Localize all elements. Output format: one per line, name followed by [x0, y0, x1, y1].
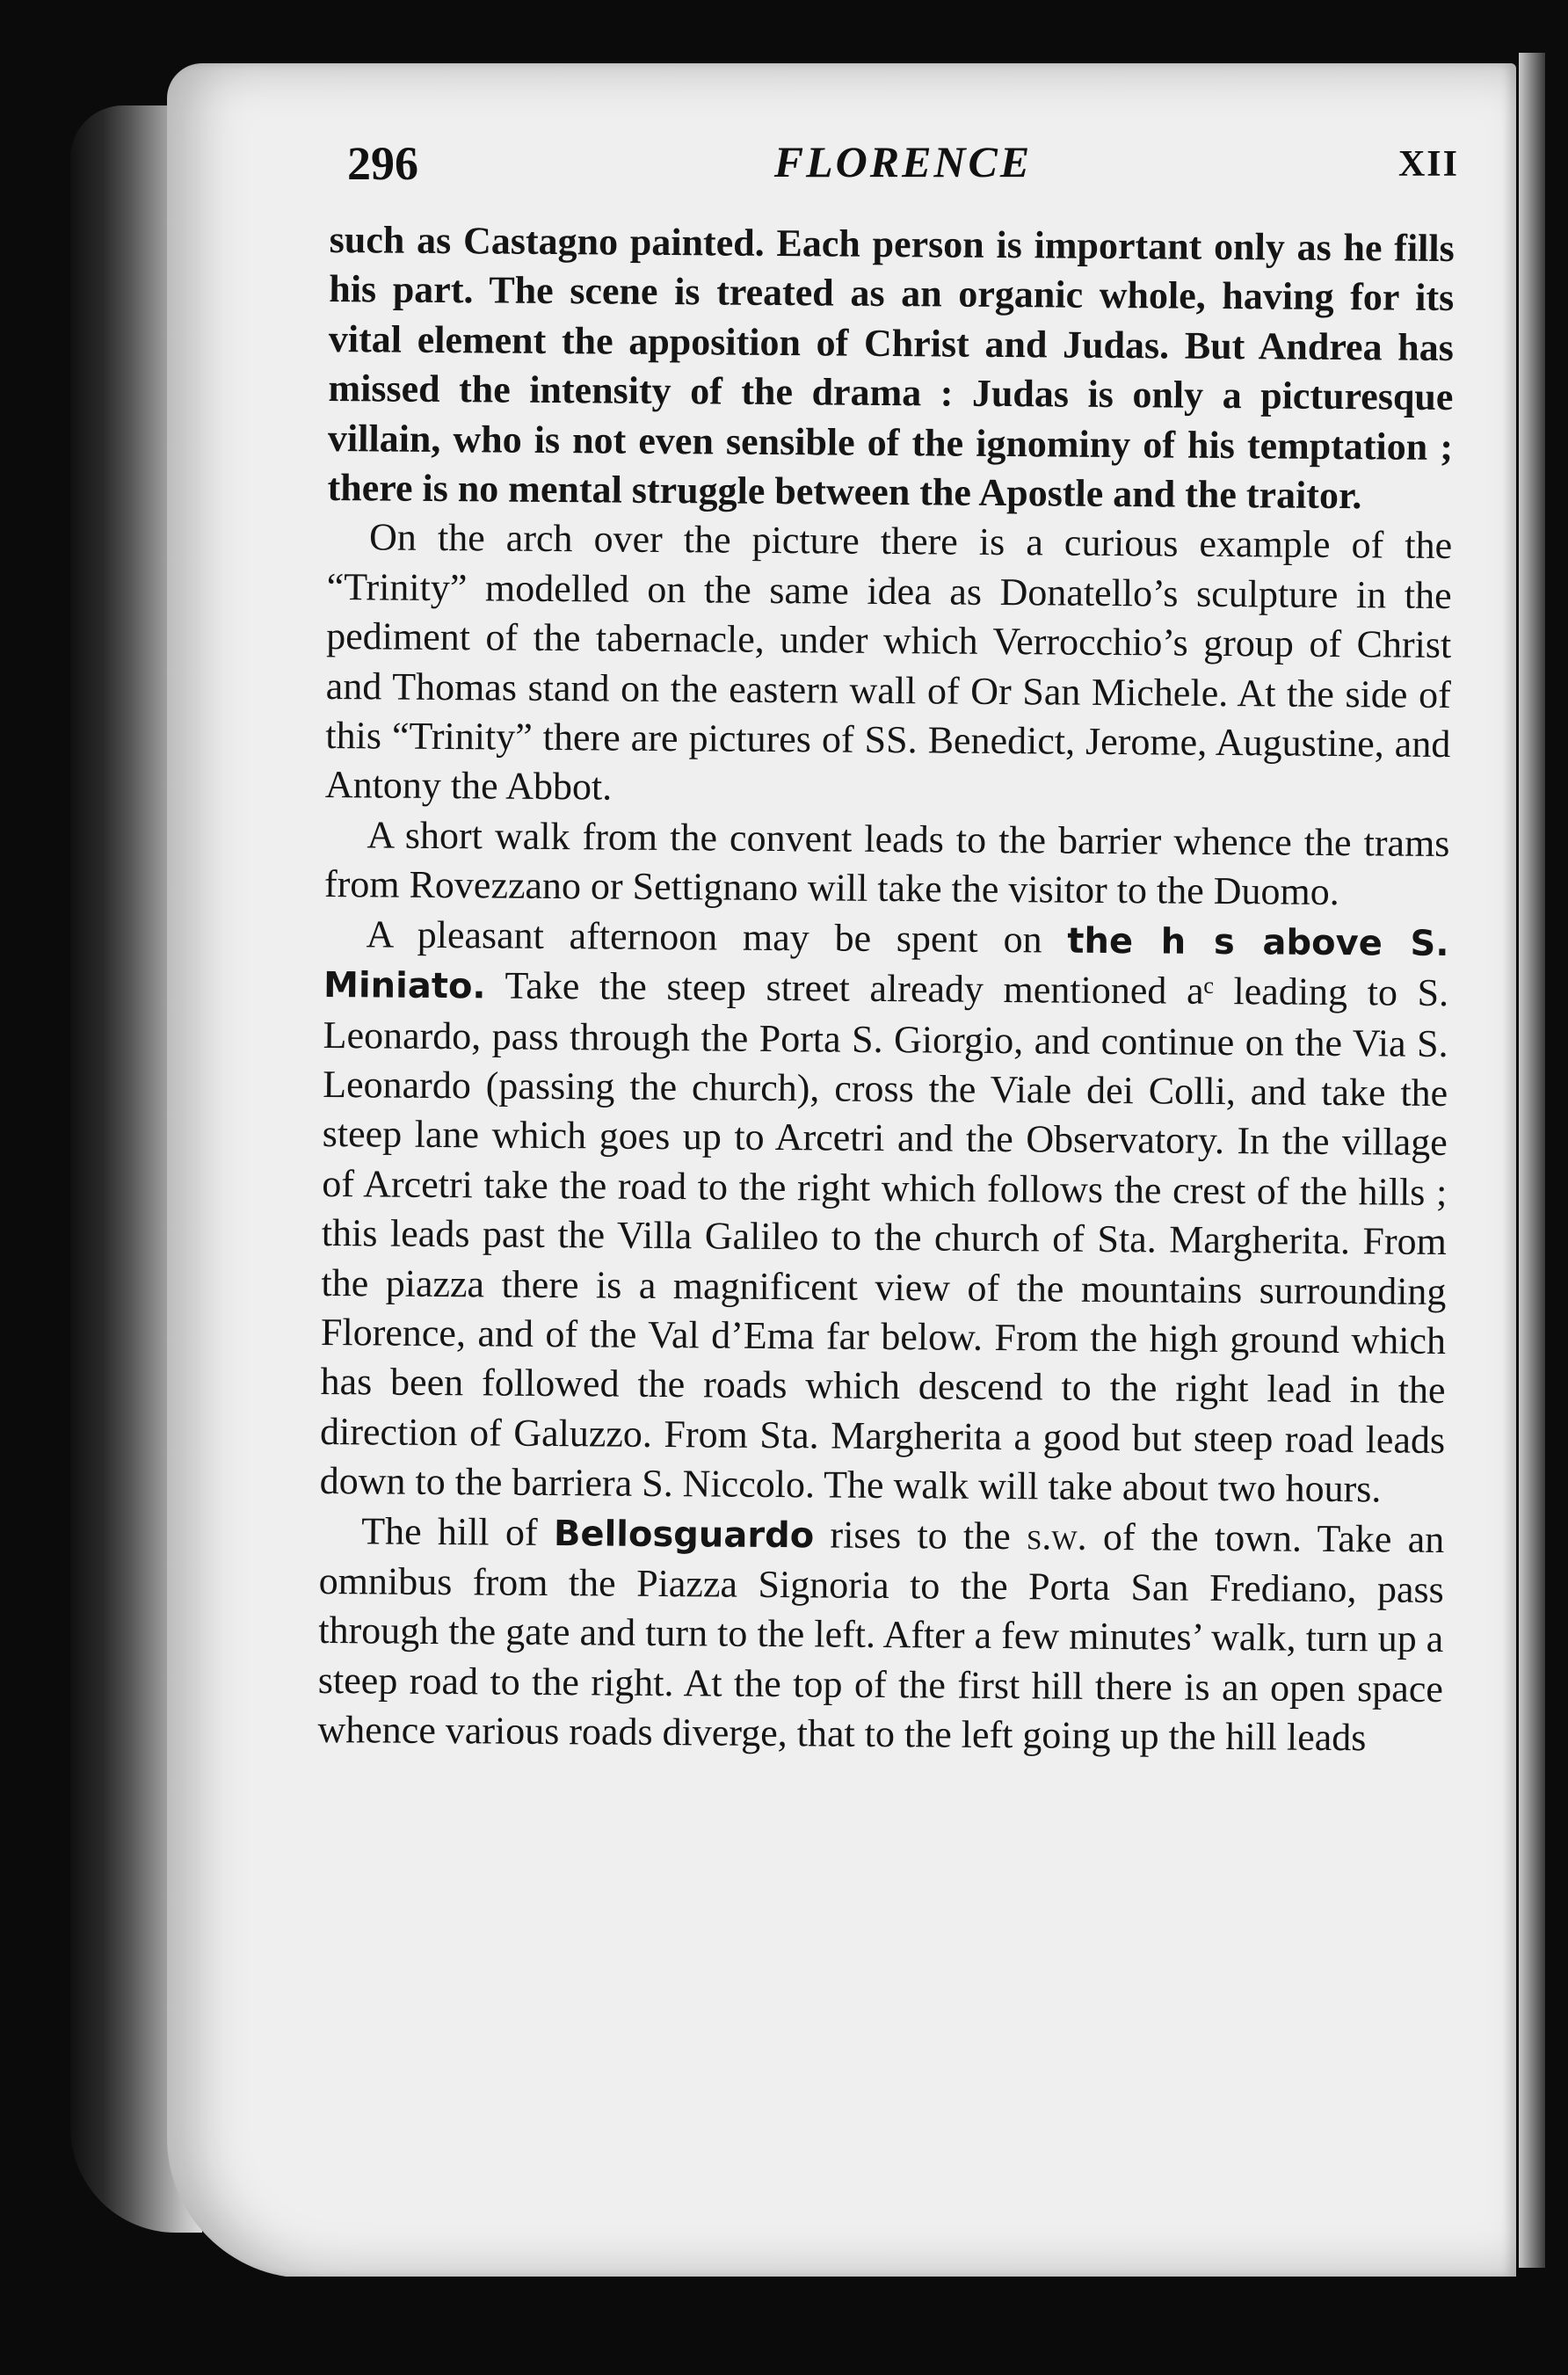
paragraph-1 — [327, 215, 1455, 521]
scan-border — [185, 2277, 1556, 2375]
paragraph-2 — [325, 512, 1453, 818]
body-text — [317, 215, 1455, 1764]
paragraph-3-text: A short walk from the convent leads to the barrier whence the trams from Rovezzano or Settignano will take the visitor to the Duomo. — [323, 813, 1450, 914]
page-header — [347, 136, 1459, 207]
paragraph-5-heading-bold: Bellosguardo — [553, 1513, 815, 1556]
paragraph-5-text-b: rises to the — [814, 1512, 1027, 1558]
book-right-edge — [1519, 53, 1545, 2268]
running-title: FLORENCE — [773, 137, 1033, 186]
paragraph-4-heading-bold: the h s above S. Miniato. — [323, 920, 1449, 1007]
paragraph-4 — [319, 910, 1448, 1515]
paragraph-5-text-c: of the town. Take an omnibus from the Piazza Signoria to the Porta San Frediano, pass through the gate and turn to the left. After a few minutes’ walk, turn up a steep road to the right. At the top of the first hill there is an open space whence various roads diverge, that to the left going up the hill leads — [317, 1514, 1445, 1760]
paragraph-4-text-b: Take the steep street already mentioned aᶜ leading to S. Leonardo, pass through the Porta S. Giorgio, and continue on the Via S. Leonardo (passing the church), cross the Viale dei Colli, and take the steep lane which goes up to Arcetri and the Observatory. In the village of Arcetri take the road to the right which follows the crest of the hills ; this leads past the Villa Galileo to the church of Sta. Margherita. From the piazza there is a magnificent view of the mountains surrounding Florence, and of the Val d’Ema far below. From the high ground which has been followed the roads which descend to the right lead in the direction of Galuzzo. From Sta. Margherita a good but steep road leads down to the barriera S. Niccolo. The walk will take about two hours. — [319, 963, 1449, 1511]
paragraph-5 — [317, 1507, 1444, 1764]
paragraph-3 — [324, 810, 1450, 919]
paragraph-5-text-a: The hill of — [361, 1508, 555, 1554]
paragraph-5-compass: s.w. — [1026, 1514, 1087, 1558]
paragraph-2-text: On the arch over the picture there is a curious example of the “Trinity” modelled on the same idea as Donatello’s sculpture in the pediment of the tabernacle, under which Verrocchio’s group of Christ and Thomas stand on the eastern wall of Or San Michele. At the side of this “Trinity” there are pictures of SS. Benedict, Jerome, Augustine, and Antony the Abbot. — [324, 515, 1453, 810]
page-number: 296 — [347, 137, 418, 190]
paragraph-1-text: such as Castagno painted. Each person is important only as he fills his part. The scene is treated as an organic whole, having for its vital element the apposition of Christ and Judas. But Andrea has missed the intensity of the drama : Judas is only a picturesque villain, who is not even sensible of the ignominy of his temptation ; there is no mental struggle between the Apostle and the traitor. — [327, 217, 1455, 518]
chapter-number: XII — [1397, 144, 1459, 185]
paragraph-4-text-a: A pleasant afternoon may be spent on — [366, 912, 1068, 962]
